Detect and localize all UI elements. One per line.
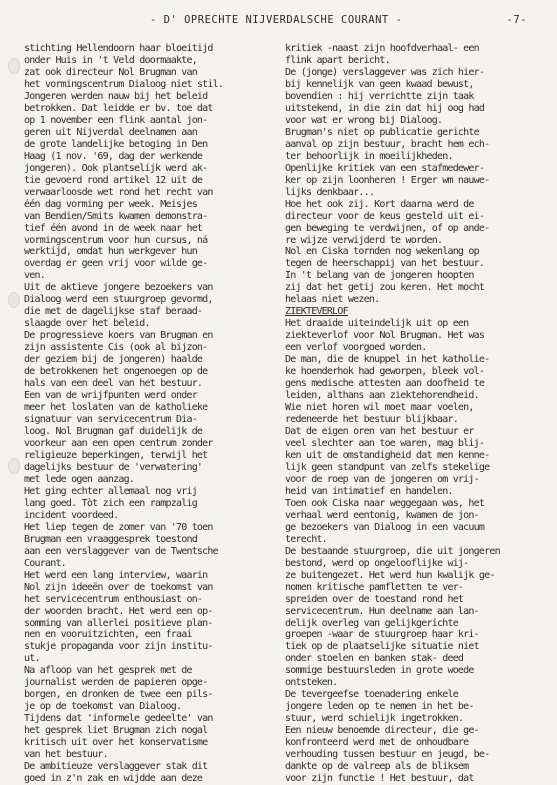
text-line: De ambitieuze verslaggever stak dit: [24, 761, 208, 773]
text-line: Jongeren werden nauw bij het beleid: [24, 90, 208, 102]
text-line: onder stoelen en banken stak- deed: [285, 653, 464, 665]
text-line: bestond, werd op ongelooflijke wij-: [285, 557, 469, 569]
text-line: Het ging echter allemaal nog vrij: [24, 485, 197, 497]
text-line: Na afloop van het gesprek met de: [24, 665, 192, 677]
text-line: hals van een deel van het bestuur.: [24, 378, 203, 390]
text-line: stukje propaganda voor zijn institu-: [24, 641, 213, 653]
text-line: voor de roep van de jongeren om vrij-: [285, 473, 479, 485]
text-line: Een van de wrijfpunten werd onder: [24, 390, 197, 402]
text-line: Haag (1 nov. '69, dag der werkende: [24, 150, 203, 162]
text-line: verhouding tussen bestuur en jeugd, be-: [285, 749, 490, 761]
text-line: Dialoog werd een stuurgroep gevormd,: [24, 294, 213, 306]
text-line: de grote landelijke betoging in Den: [24, 138, 208, 150]
text-line: redeneerde het bestuur blijkbaar.: [285, 414, 458, 426]
section-heading: ZIEKTEVERLOF: [285, 306, 348, 318]
text-line: Het werd een lang interview, waarin: [24, 569, 208, 581]
text-line: één dag vorming per week. Meisjes: [24, 198, 197, 210]
text-line: die met de dagelijkse staf beraad-: [24, 306, 203, 318]
text-line: ziekteverlof voor Nol Brugman. Het was: [285, 330, 485, 342]
text-line: In 't belang van de jongeren hoopten: [285, 270, 474, 282]
left-text-column: [24, 43, 281, 785]
text-line: op 1 november een flink aantal jon-: [24, 114, 208, 126]
text-line: journalist werden de papieren opge-: [24, 677, 208, 689]
page-number: -7-: [506, 14, 527, 26]
punch-hole-middle: [8, 292, 20, 308]
text-line: jongeren). Ook plantselijk werd ak-: [24, 162, 208, 174]
text-line: betrokken. Dat leidde er bv. toe dat: [24, 102, 213, 114]
text-line: nomen kritische pamfletten te ver-: [285, 581, 464, 593]
text-line: delijk overleg van gelijkgerichte: [285, 617, 458, 629]
text-line: bij kennelijk van geen kwaad bewust,: [285, 78, 474, 90]
text-line: der woorden bracht. Het werd een op-: [24, 605, 213, 617]
text-line: bovendien : hij verrichtte zijn taak: [285, 90, 474, 102]
text-line: Een nieuw benoemde directeur, die ge-: [285, 725, 479, 737]
text-line: terecht.: [285, 533, 327, 545]
text-line: goed in z'n zak en wijdde aan deze: [24, 773, 203, 785]
text-line: van het bestuur.: [24, 749, 108, 761]
text-line: de betrokkenen het ongenoegen op de: [24, 366, 208, 378]
text-line: onder Huis in 't Veld doormaakte,: [24, 54, 197, 66]
right-text-column: [285, 43, 542, 785]
text-line: De bestaande stuurgroep, die uit jongeren: [285, 545, 500, 557]
text-line: groepen -waar de stuurgroep haar kri-: [285, 629, 479, 641]
text-line: konfronteerd werd met de onhoudbare: [285, 737, 469, 749]
text-line: Tijdens dat 'informele gedeelte' van: [24, 713, 213, 725]
text-line: religieuze beperkingen, terwijl het: [24, 449, 208, 461]
text-line: tiek op de plaatselijke situatie niet: [285, 641, 479, 653]
text-line: ontsteken.: [285, 677, 338, 689]
text-line: Nol en Ciska tornden nog wekenlang op: [285, 246, 479, 258]
text-line: ker op zijn loonheren ! Erger wm nauwe-: [285, 174, 490, 186]
text-line: aanval op zijn bestuur, bracht hem ech-: [285, 138, 490, 150]
text-line: De progressieve koers van Brugman en: [24, 330, 213, 342]
text-line: ter behoorlijk in moeilijkheden.: [285, 150, 453, 162]
text-line: ke hoenderhok had geworpen, bleek vol-: [285, 366, 485, 378]
punch-hole-top: [8, 58, 20, 74]
text-line: Openlijke kritiek van een stafmedewer-: [285, 162, 485, 174]
text-line: een verlof voorgoed worden.: [285, 342, 427, 354]
text-line: De man, die de knuppel in het katholie-: [285, 354, 490, 366]
text-line: aan een verslaggever van de Twentsche: [24, 545, 218, 557]
text-line: overdag er geen vrij voor wilde ge-: [24, 258, 208, 270]
text-line: signatuur van servicecentrum Dia-: [24, 414, 197, 426]
text-line: jongere leden op te nemen in het be-: [285, 701, 474, 713]
text-line: ze buitengezet. Het werd hun kwalijk ge-: [285, 569, 495, 581]
text-line: somming van allerlei positieve plan-: [24, 617, 213, 629]
text-line: het vormingscentrum Dialoog niet stil.: [24, 78, 224, 90]
text-line: voor zijn functie ! Het bestuur, dat: [285, 773, 474, 785]
text-line: ven.: [24, 270, 45, 282]
text-line: je op de toekomst van Dialoog.: [24, 701, 182, 713]
text-line: borgen, en dronken de twee een pils-: [24, 689, 213, 701]
text-line: dagelijks bestuur de 'verwatering': [24, 461, 203, 473]
text-line: tie gevoerd rond artikel 12 uit de: [24, 174, 203, 186]
text-line: Dat de eigen oren van het bestuur er: [285, 426, 474, 437]
text-line: verhaal werd eentonig, kwamen de jon-: [285, 509, 479, 521]
text-line: stichting Hellendoorn haar bloeitijd: [24, 43, 213, 54]
text-line: kritisch uit over het konservatisme: [24, 737, 208, 749]
text-line: meer het loslaten van de katholieke: [24, 402, 208, 414]
text-line: gen beweging te verdwijnen, of op ande-: [285, 222, 490, 234]
text-line: nen en vooruitzichten, een fraai: [24, 629, 192, 641]
text-line: loog. Nol Brugman gaf duidelijk de: [24, 426, 203, 437]
text-line: kritiek -naast zijn hoofdverhaal- een: [285, 43, 479, 54]
text-line: leiden, althans aan ziektehorendheid.: [285, 390, 479, 402]
text-line: tief één avond in de week naar het: [24, 222, 203, 234]
text-line: ut.: [24, 653, 40, 665]
text-line: zat ook directeur Nol Brugman van: [24, 66, 197, 78]
text-line: sommige bestuursleden in grote woede: [285, 665, 474, 677]
text-line: Wie niet horen wil moet maar voelen,: [285, 402, 474, 414]
text-line: der geziem bij de jongeren) haalde: [24, 354, 203, 366]
text-line: gens medische attesten aan doofheid te: [285, 378, 485, 390]
text-line: Brugman een vraaggesprek toestond: [24, 533, 197, 545]
text-line: incident voordeed.: [24, 509, 119, 521]
text-line: slaagde over het beleid.: [24, 318, 150, 330]
text-line: Nol zijn ideeën over de toekomst van: [24, 581, 213, 593]
text-line: tegen de heerschappij van het bestuur.: [285, 258, 485, 270]
text-line: zijn assistente Cis (ook al bijzon-: [24, 342, 208, 354]
text-line: Hoe het ook zij. Kort daarna werd de: [285, 198, 474, 210]
page-header: [150, 14, 527, 26]
text-line: lang goed. Tòt zich een rampzalig: [24, 497, 197, 509]
text-line: voor wat er wrong bij Dialoog.: [285, 114, 443, 126]
text-line: lijk geen standpunt van zelfs stekelige: [285, 461, 490, 473]
text-line: Brugman's niet op publicatie gerichte: [285, 126, 479, 138]
newspaper-title: - D' OPRECHTE NIJVERDALSCHE COURANT -: [150, 14, 403, 26]
text-line: Courant.: [24, 557, 66, 569]
text-line: ge bezoekers van Dialoog in een vacuum: [285, 521, 485, 533]
text-line: verwaarloosde wet rond het recht van: [24, 186, 213, 198]
text-line: Uit de aktieve jongere bezoekers van: [24, 282, 213, 294]
punch-hole-lower: [8, 458, 20, 474]
text-line: voorkeur aan een open centrum zonder: [24, 437, 213, 449]
text-line: dankte op de valreep als de bliksem: [285, 761, 469, 773]
text-line: veel slechter aan toe waren, mag blij-: [285, 437, 485, 449]
text-line: heid van intimatief en handelen.: [285, 485, 453, 497]
text-line: werktijd, omdat hun werkgever hun: [24, 246, 197, 258]
text-line: het gesprek liet Brugman zich nogal: [24, 725, 208, 737]
text-line: van Bendien/Smits kwamen demonstra-: [24, 210, 208, 222]
text-line: De (jonge) verslaggever was zich hier-: [285, 66, 485, 78]
text-line: Het draaide uiteindelijk uit op een: [285, 318, 469, 330]
text-line: stuur, werd schielijk ingetrokken.: [285, 713, 464, 725]
text-line: ken uit de omstandigheid dat men kenne-: [285, 449, 490, 461]
text-line: uitstekend, in die zin dat hij oog had: [285, 102, 485, 114]
text-line: Toen ook Ciska naar weggegaan was, het: [285, 497, 485, 509]
text-line: lijks denkbaar...: [285, 186, 375, 198]
text-line: servicecentrum. Hun deelname aan lan-: [285, 605, 479, 617]
text-line: De tevergeefse toenadering enkele: [285, 689, 458, 701]
text-line: geren uit Nijverdal deelnamen aan: [24, 126, 197, 138]
text-line: zij dat het getij zou keren. Het mocht: [285, 282, 485, 294]
text-line: spreiden over de toestand rond het: [285, 593, 464, 605]
text-line: Het liep tegen de zomer van '70 toen: [24, 521, 213, 533]
text-line: directeur voor de keus gesteld uit ei-: [285, 210, 485, 222]
text-line: re wijze verwijderd te worden.: [285, 234, 443, 246]
text-line: helaas niet wezen.: [285, 294, 380, 306]
text-line: flink apart bericht.: [285, 54, 390, 66]
text-line: vormingscentrum voor hun cursus, ná: [24, 234, 208, 246]
text-line: met lede ogen aanzag.: [24, 473, 135, 485]
text-line: het servicecentrum enthousiast on-: [24, 593, 203, 605]
